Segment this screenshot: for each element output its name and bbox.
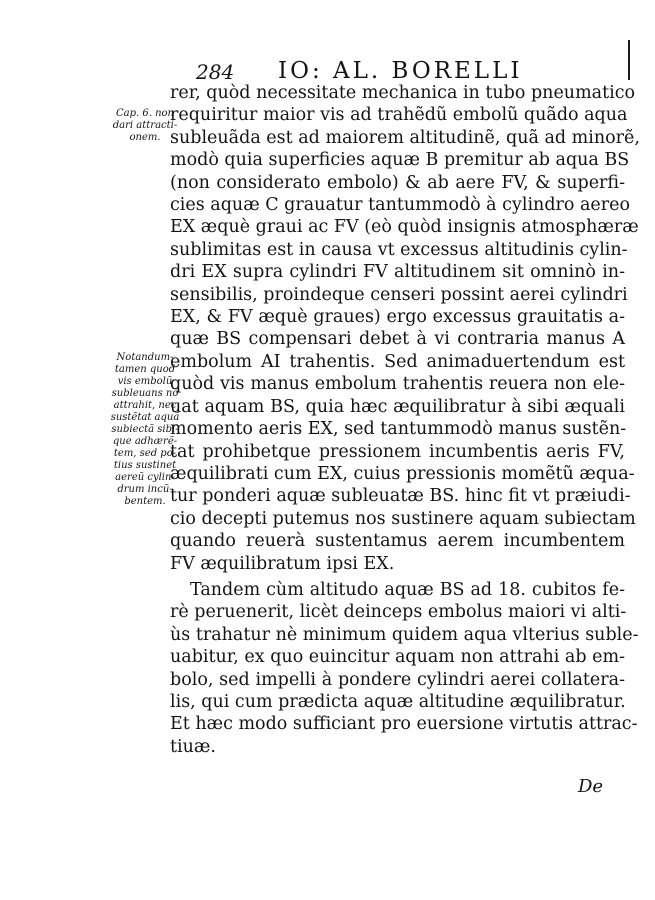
text-line: Et hæc modo sufficiant pro euersione virtutis attrac- <box>170 714 638 735</box>
text-line: FV æquilibratum ipsi EX. <box>170 553 395 574</box>
margin-note-line: tamen quod <box>114 364 176 375</box>
text-line: bolo, sed impelli à pondere cylindri aerei collatera- <box>170 669 625 690</box>
text-line: ùs trahatur nè minimum quidem aqua vlterius suble- <box>170 624 639 645</box>
text-line: tur ponderi aquæ subleuatæ BS. hinc fit vt præiudi- <box>170 486 631 507</box>
margin-note-line: aereũ cylin- <box>115 472 175 483</box>
margin-note-line: subleuans nõ <box>111 388 179 399</box>
margin-note-line: onem. <box>129 132 161 143</box>
paragraph <box>170 579 639 758</box>
text-line: quòd vis manus embolum trahentis reuera non ele- <box>170 374 625 395</box>
margin-note-line: bentem. <box>124 496 166 507</box>
margin-note-line: Cap. 6. non <box>116 108 174 119</box>
text-line: tat prohibetque pressionem incumbentis aeris FV, <box>170 441 625 462</box>
running-title: IO: AL. BORELLI <box>278 58 523 84</box>
text-line: sublimitas est in causa vt excessus altitudinis cylin- <box>170 239 628 260</box>
text-line: quando reuerà sustentamus aerem incumbentem <box>170 531 625 552</box>
text-line: momento aeris EX, sed tantummodò manus sustẽn- <box>170 419 627 440</box>
text-line: rer, quòd necessitate mechanica in tubo pneumatico <box>170 83 636 103</box>
margin-note-line: sustẽtat aquã <box>110 412 180 423</box>
text-line: subleuãda est ad maiorem altitudinẽ, quã ad minorẽ, <box>170 127 640 148</box>
text-line: lis, qui cum prædicta aquæ altitudine æquilibratur. <box>170 691 626 712</box>
margin-note-line: que adhærẽ- <box>112 436 178 447</box>
text-line: uabitur, ex quo euincitur aquam non attrahi ab em- <box>170 647 625 668</box>
margin-note-line: dari attracti- <box>112 120 178 131</box>
text-line: tiuæ. <box>170 736 216 757</box>
page-number: 284 <box>196 60 235 84</box>
text-line: quæ BS compensari debet à vi contraria manus A <box>170 329 625 350</box>
main-text <box>170 82 640 758</box>
text-line: Tandem cùm altitudo aquæ BS ad 18. cubitos fe- <box>190 579 625 600</box>
margin-note-line: attrahit, nec <box>113 400 177 411</box>
text-line: requiritur maior vis ad trahẽdũ embolũ quãdo aqua <box>170 105 628 126</box>
text-line: cies aquæ C grauatur tantummodò à cylindro aereo <box>170 195 631 216</box>
text-line: embolum AI trahentis. Sed animaduertendum est <box>170 351 625 372</box>
margin-note-line: tem, sed po- <box>113 448 177 459</box>
margin-note-line: Notandum- <box>116 352 174 363</box>
text-line: modò quia superficies aquæ B premitur ab aqua BS <box>170 150 630 171</box>
text-line: EX æquè graui ac FV (eò quòd insignis atmosphæræ <box>170 217 639 238</box>
margin-note-line: drum incũ- <box>117 484 173 495</box>
text-line: dri EX supra cylindri FV altitudinem sit omninò in- <box>170 262 625 283</box>
paragraph <box>170 82 640 575</box>
margin-note-line: vis embolũ <box>117 376 173 387</box>
text-line: (non considerato embolo) & ab aere FV, & superfi- <box>170 172 625 193</box>
catchword: De <box>578 776 604 797</box>
margin-note-line: subiectã sibi- <box>111 424 179 435</box>
page-edge-line <box>628 40 630 80</box>
text-line: cio decepti putemus nos sustinere aquam subiectam <box>170 508 636 529</box>
text-line: uat aquam BS, quia hæc æquilibratur à sibi æquali <box>170 396 625 417</box>
text-line: rè peruenerit, licèt deinceps embolus maiori vi alti- <box>170 602 627 623</box>
text-line: sensibilis, proindeque censeri possint aerei cylindri <box>170 284 628 305</box>
text-line: EX, & FV æquè graues) ergo excessus grauitatis a- <box>170 307 625 328</box>
margin-note-line: tius sustinet <box>113 460 177 471</box>
text-line: æquilibrati cum EX, cuius pressionis momẽtũ æqua- <box>170 463 635 484</box>
